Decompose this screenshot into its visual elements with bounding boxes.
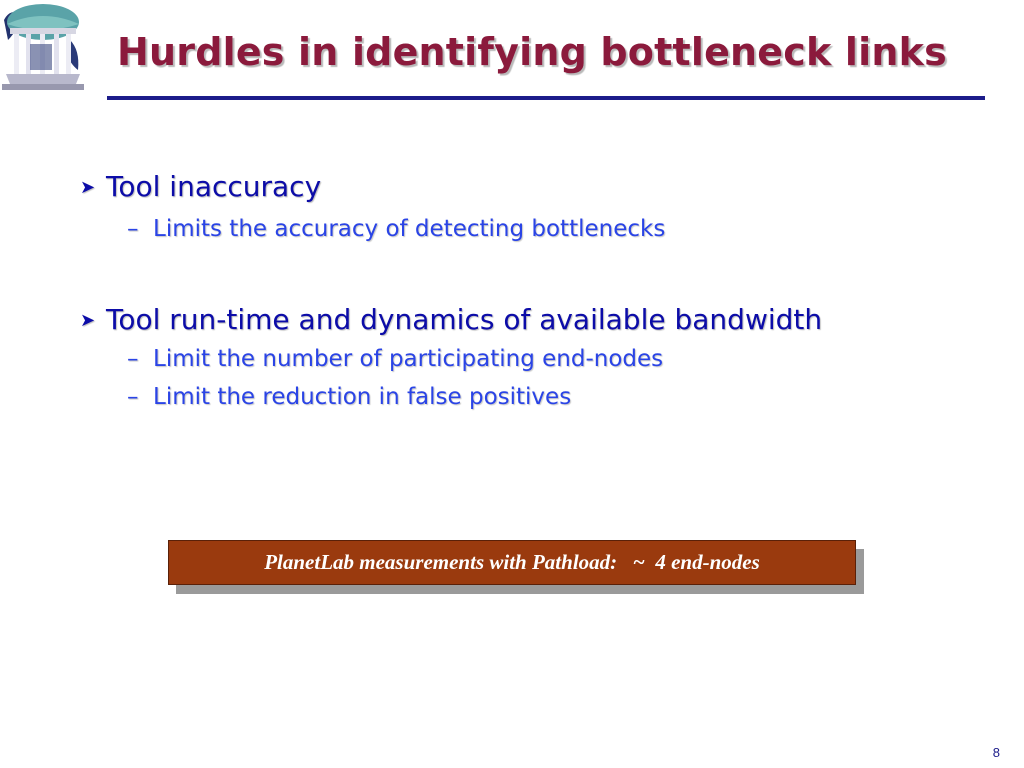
sub-bullet-item <box>127 384 571 410</box>
sub-bullet-item <box>127 346 663 372</box>
arrowhead-bullet-icon: ➤ <box>80 310 96 331</box>
sub-bullet-text: Limit the number of participating end-nodes <box>153 346 664 372</box>
old-well-icon <box>0 0 84 92</box>
bullet-item <box>80 303 822 336</box>
dash-bullet-icon: – <box>127 384 139 410</box>
callout-box: PlanetLab measurements with Pathload: ~ 4 end-nodes <box>168 540 856 585</box>
dash-bullet-icon: – <box>127 216 139 242</box>
sub-bullet-text: Limits the accuracy of detecting bottlenecks <box>153 216 666 242</box>
bullet-text: Tool run-time and dynamics of available bandwidth <box>106 303 823 336</box>
page-number: 8 <box>992 745 1000 760</box>
title-underline <box>107 96 985 100</box>
slide-title: Hurdles in identifying bottleneck links <box>117 30 947 74</box>
sub-bullet-text: Limit the reduction in false positives <box>153 384 572 410</box>
bullet-item <box>80 170 321 203</box>
sub-bullet-item <box>127 216 665 242</box>
arrowhead-bullet-icon: ➤ <box>80 177 96 198</box>
bullet-text: Tool inaccuracy <box>106 170 322 203</box>
dash-bullet-icon: – <box>127 346 139 372</box>
